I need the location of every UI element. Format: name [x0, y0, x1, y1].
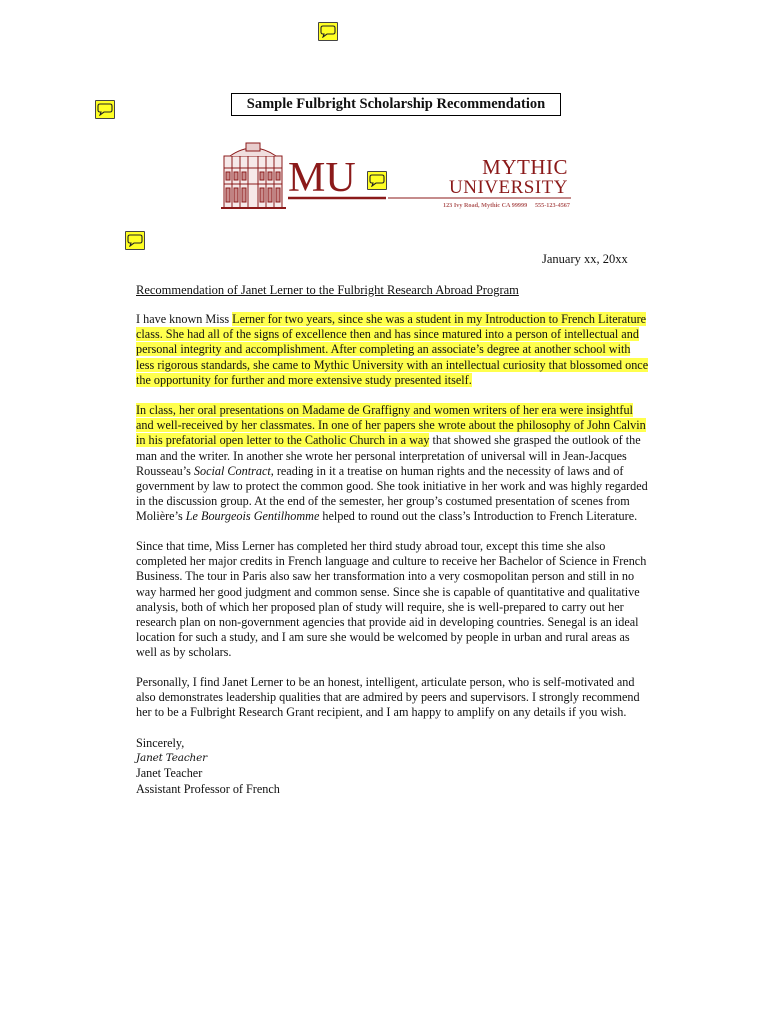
comment-note-icon[interactable]	[125, 231, 145, 250]
comment-note-icon[interactable]	[95, 100, 115, 119]
logo-initials: MU	[288, 155, 356, 201]
paragraph-3: Since that time, Miss Lerner has completed her third study abroad tour, except this time she also completed her major credits in French language and culture to receive her Bachelor of Science in French Business. The tour in Paris also saw her transformation into a very cosmopolitan person and still in no way harmed her good judgment and common sense. Since she is capable of quantitative and qualitative analysis, both of which her proposed plan of study will require, she is well-prepared to carry out her research plan on non-government agencies that provide aid in developing countries. Senegal is an ideal location for such a study, and I am sure she would be welcomed by people in urban and rural areas as well as by scholars.	[136, 539, 647, 660]
comment-note-icon[interactable]	[318, 22, 338, 41]
logo-name-line2: UNIVERSITY	[449, 177, 568, 198]
signature: Janet Teacher	[136, 752, 207, 765]
letter-subject: Recommendation of Janet Lerner to the Fulbright Research Abroad Program	[136, 283, 519, 297]
building-illustration	[221, 143, 286, 208]
letter-date: January xx, 20xx	[542, 252, 628, 266]
document-title: Sample Fulbright Scholarship Recommendation	[231, 93, 561, 116]
paragraph-2: In class, her oral presentations on Madame de Graffigny and women writers of her era were insightful and well-received by her classmates. In one of her papers she wrote about the philosophy of John Calvin in his prefatorial open letter to the Catholic Church in a way that showed she grasped the outlook of the man and the writer. In another she wrote her personal interpretation of universal will in Jean-Jacques Rousseau’s Social Contract, reading in it a treatise on human rights and the necessity of laws and of government by law to protect the common good. She took initiative in her work and was highly regarded in the discussion group. At the end of the semester, her group’s costumed presentation of scenes from Molière’s Le Bourgeois Gentilhomme helped to round out the class’s Introduction to French Literature.	[136, 403, 648, 524]
signer-name: Janet Teacher	[136, 766, 203, 781]
logo-name-line1: MYTHIC	[482, 155, 568, 179]
university-logo	[216, 138, 576, 213]
signer-position: Assistant Professor of French	[136, 781, 280, 796]
closing-block	[136, 736, 668, 797]
closing: Sincerely,	[136, 736, 185, 750]
paragraph-4: Personally, I find Janet Lerner to be an honest, intelligent, articulate person, who is self-motivated and also demonstrates leadership qualities that are admired by peers and supervisors. I strongly recommend her to be a Fulbright Research Grant recipient, and I am happy to amplify on any details if you wish.	[136, 675, 640, 720]
paragraph-1: I have known Miss Lerner for two years, since she was a student in my Introduction to French Literature class. She had all of the signs of excellence then and has since matured into a person of intellectual and personal integrity and accomplishment. After completing an associate’s degree at another school with less rigorous standards, she came to Mythic University with an intellectual curiosity that blossomed once the opportunity for further and more extensive study presented itself.	[136, 312, 649, 387]
logo-address: 123 Ivy Road, Mythic CA 99999 555-123-4567	[442, 202, 570, 209]
